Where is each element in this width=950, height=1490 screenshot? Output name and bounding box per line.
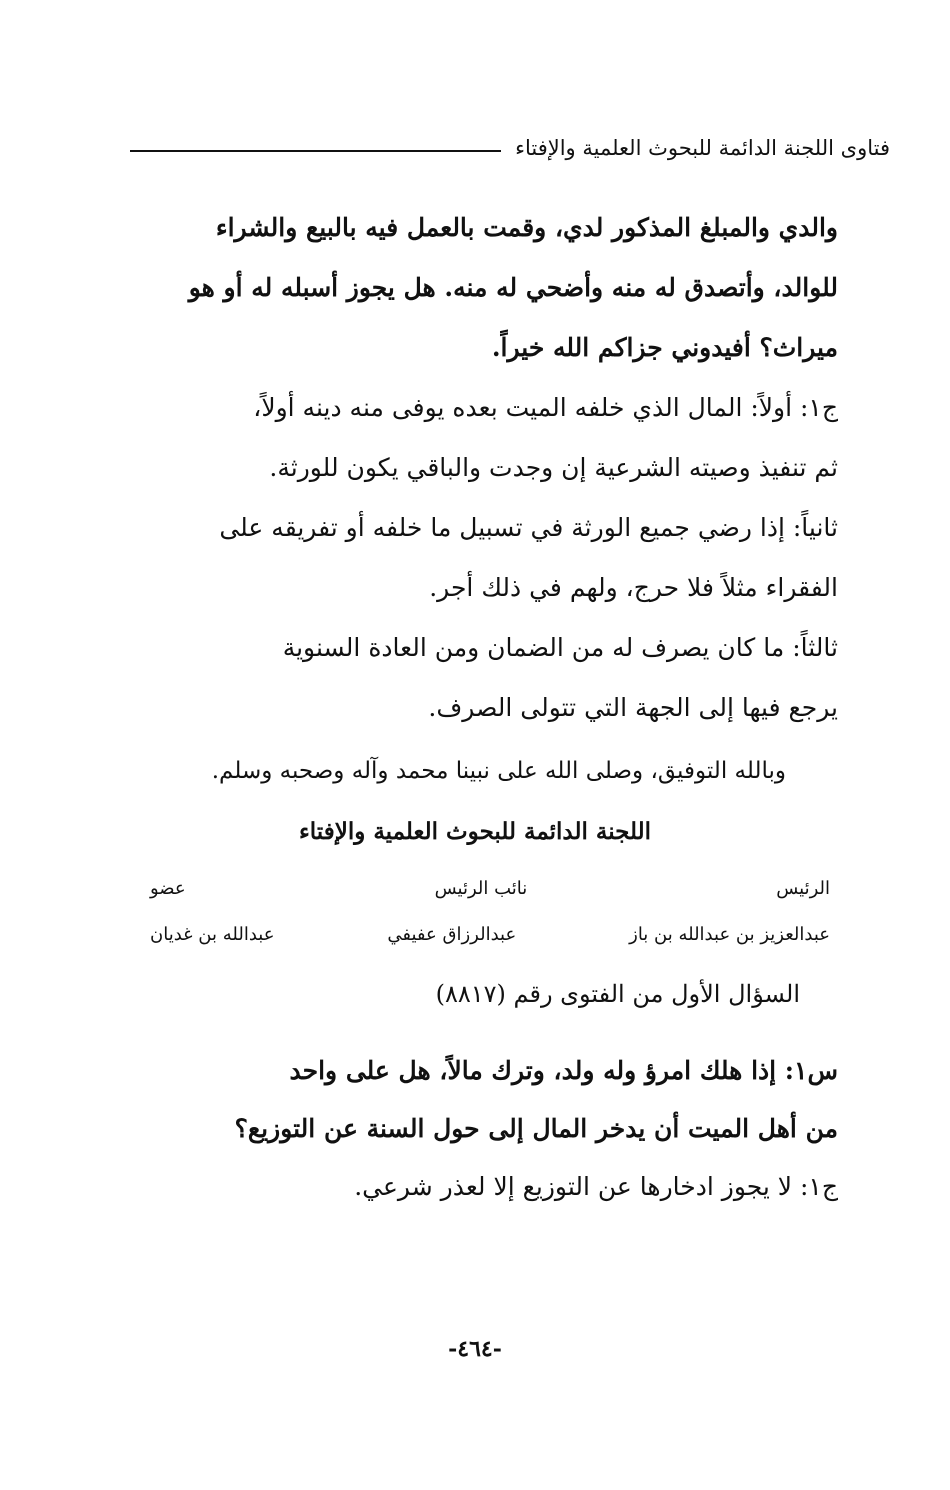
signatory-roles bbox=[150, 878, 830, 899]
question-line: من أهل الميت أن يدخر المال إلى حول السنة عن التوزيع؟ bbox=[234, 1114, 838, 1143]
name-vice-president: عبدالرزاق عفيفي bbox=[387, 924, 517, 945]
answer-line: ثالثاً: ما كان يصرف له من الضمان ومن العادة السنوية bbox=[282, 633, 838, 662]
answer-line: ج١: أولاً: المال الذي خلفه الميت بعده يوفى منه دينه أولاً، bbox=[253, 393, 838, 422]
question-line: للوالد، وأتصدق له منه وأضحي له منه. هل يجوز أسبله له أو هو bbox=[188, 273, 838, 302]
signatory-names bbox=[150, 924, 830, 945]
answer-line: ثم تنفيذ وصيته الشرعية إن وجدت والباقي يكون للورثة. bbox=[269, 453, 838, 482]
fatwa-number: السؤال الأول من الفتوى رقم (٨٨١٧) bbox=[435, 980, 800, 1008]
question-line: ميراث؟ أفيدوني جزاكم الله خيراً. bbox=[491, 333, 838, 362]
header-rule bbox=[130, 150, 501, 152]
page-number: -٤٦٤- bbox=[448, 1336, 502, 1362]
name-member: عبدالله بن غديان bbox=[150, 924, 275, 945]
question-line: س١: إذا هلك امرؤ وله ولد، وترك مالاً، هل على واحد bbox=[289, 1056, 838, 1085]
committee-name: اللجنة الدائمة للبحوث العلمية والإفتاء bbox=[298, 818, 652, 845]
role-vice-president: نائب الرئيس bbox=[434, 878, 528, 899]
header-title: فتاوى اللجنة الدائمة للبحوث العلمية والإفتاء bbox=[515, 136, 890, 160]
name-president: عبدالعزيز بن عبدالله بن باز bbox=[629, 924, 830, 945]
running-header bbox=[130, 128, 890, 168]
answer-line: يرجع فيها إلى الجهة التي تتولى الصرف. bbox=[428, 693, 838, 722]
answer-line: ثانياً: إذا رضي جميع الورثة في تسبيل ما خلفه أو تفريقه على bbox=[219, 513, 838, 542]
main-text bbox=[132, 198, 838, 738]
role-president: الرئيس bbox=[776, 878, 830, 899]
answer-line: ج١: لا يجوز ادخارها عن التوزيع إلا لعذر شرعي. bbox=[354, 1172, 838, 1201]
question-line: والدي والمبلغ المذكور لدي، وقمت بالعمل فيه بالبيع والشراء bbox=[215, 213, 838, 242]
answer-line: الفقراء مثلاً فلا حرج، ولهم في ذلك أجر. bbox=[429, 573, 838, 602]
role-member: عضو bbox=[150, 878, 186, 899]
second-question bbox=[132, 1042, 838, 1216]
closing-statement: وبالله التوفيق، وصلى الله على نبينا محمد وآله وصحبه وسلم. bbox=[211, 758, 786, 784]
